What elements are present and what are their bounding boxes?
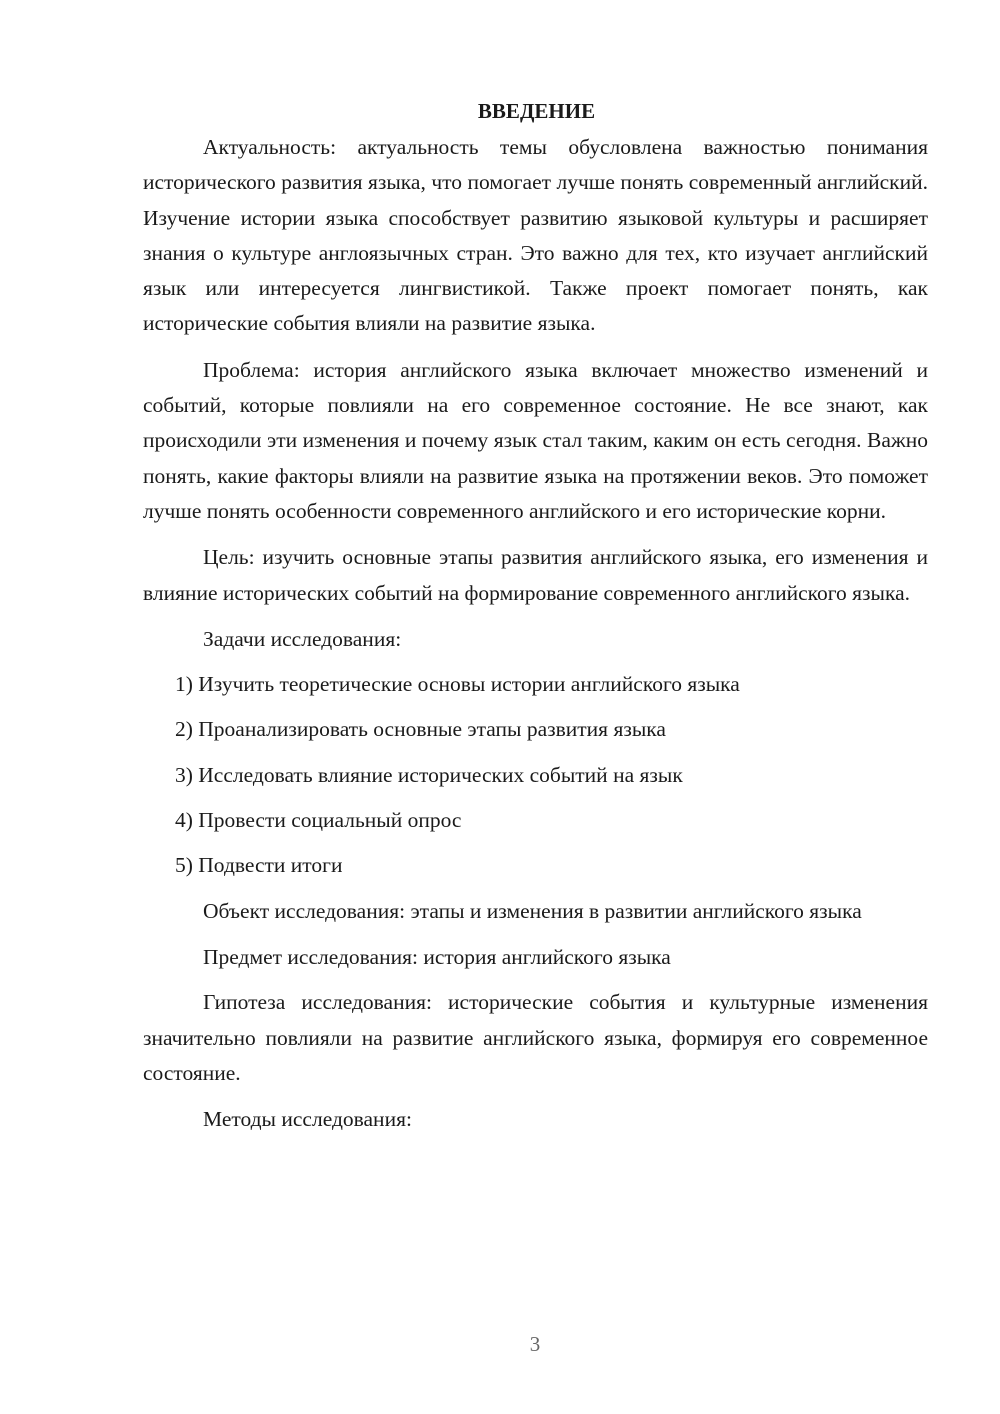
goal-paragraph: Цель: изучить основные этапы развития английского языка, его изменения и влияние исторических событий на формирование современного английского языка. [143,545,928,605]
task-item: 1) Изучить теоретические основы истории английского языка [175,672,740,697]
relevance-paragraph: Актуальность: актуальность темы обусловлена важностью понимания исторического развития языка, что помогает лучше понять современный английский. Изучение истории языка способствует развитию языковой культуры и расширяет знания о культуре англоязычных стран. Это важно для тех, кто изучает английский язык или интересуется лингвистикой. Также проект помогает понять, как исторические события влияли на развитие языка. [143,135,928,336]
task-item: 2) Проанализировать основные этапы развития языка [175,717,666,742]
subject-paragraph: Предмет исследования: история английского языка [203,944,671,969]
methods-paragraph: Методы исследования: [203,1107,412,1132]
tasks-list [143,667,928,883]
tasks-heading: Задачи исследования: [203,626,402,651]
section-heading: ВВЕДЕНИЕ [477,99,596,123]
task-item: 3) Исследовать влияние исторических событий на язык [175,762,683,787]
document-page [143,96,928,1147]
object-paragraph: Объект исследования: этапы и изменения в развитии английского языка [203,898,862,923]
task-item: 5) Подвести итоги [175,853,343,878]
problem-paragraph: Проблема: история английского языка включает множество изменений и событий, которые повлияли на его современное состояние. Не все знают, как происходили эти изменения и почему язык стал таким, каким он есть сегодня. Важно понять, какие факторы влияли на развитие языка на протяжении веков. Это поможет лучше понять особенности современного английского и его исторические корни. [143,357,928,523]
hypothesis-paragraph: Гипотеза исследования: исторические события и культурные изменения значительно повлияли на развитие английского языка, формируя его современное состояние. [143,990,928,1085]
task-item: 4) Провести социальный опрос [175,808,462,833]
page-number: 3 [529,1332,541,1356]
